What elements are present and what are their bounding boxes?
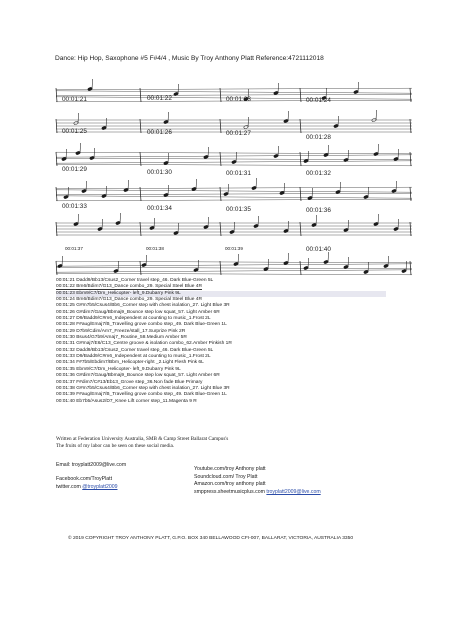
staff-line: [56, 273, 412, 275]
cue-line: 00:01:31 G#maj7/E6/C13_Centre groove & isolation combo_62.Amber Pinkish 1R: [56, 341, 232, 347]
note-stem: [348, 220, 349, 230]
note-stem: [92, 79, 93, 89]
note-head: [273, 154, 278, 158]
social-links-left: [56, 476, 118, 491]
note-stem: [168, 153, 169, 163]
cue-line: 00:01:37 F#dim7/C#13/Eb13_Grove step_36.Non fade Blue Primary: [56, 379, 203, 385]
note-stem: [236, 152, 237, 162]
note-stem: [398, 219, 399, 229]
note-head: [73, 222, 78, 226]
timestamp-label: 00:01:37: [65, 246, 83, 251]
timestamp-label: 00:01:22: [147, 95, 172, 102]
note-head: [115, 221, 120, 225]
note-head: [393, 157, 398, 161]
note-head: [191, 187, 196, 191]
note-head: [373, 152, 378, 156]
note-stem: [106, 118, 107, 128]
note-stem: [118, 261, 119, 271]
cue-line: 00:01:26 G#dim7/Gaug/Bbmaj9_Bounce step low squat_57. Light Amber 6R: [56, 309, 220, 315]
timestamp-label: 00:01:32: [306, 170, 331, 177]
note-stem: [338, 116, 339, 126]
cue-line: 00:01:30 Bsus4/G7b9/Amaj7_Routine_58.Medium Amber 5R: [56, 335, 187, 341]
cue-line: 00:01:36 G#dim7/Gaug/Bbmaj9_Bounce step low squat_57. Light Amber 6R: [56, 373, 220, 379]
note-stem: [228, 184, 229, 194]
note-head: [263, 267, 268, 271]
note-head: [231, 160, 236, 164]
cue-list: [56, 278, 386, 405]
note-stem: [316, 215, 317, 225]
note-head: [391, 189, 396, 193]
note-stem: [278, 146, 279, 156]
staff-line: [56, 164, 412, 166]
timestamp-label: 00:01:33: [62, 203, 87, 210]
bar-line: [56, 119, 57, 133]
note-stem: [258, 216, 259, 226]
note-head: [97, 227, 102, 231]
bar-line: [410, 222, 411, 236]
cue-line: 00:01:27 D9/Badd9/C#m6_Independent at counting to music_1.Frost 2L: [56, 316, 211, 322]
staff-line: [56, 196, 412, 198]
note-stem: [94, 148, 95, 158]
note-head: [333, 124, 338, 128]
staff-line: [56, 187, 412, 189]
staff-line: [56, 270, 412, 272]
timestamp-label: 00:01:26: [147, 129, 172, 136]
bar-line: [140, 152, 141, 166]
note-stem: [68, 187, 69, 197]
note-stem: [234, 222, 235, 232]
staff-line: [56, 91, 412, 93]
staff-line: [56, 152, 412, 154]
note-stem: [178, 223, 179, 233]
note-stem: [196, 179, 197, 189]
bar-line: [410, 187, 411, 201]
social-links-right: [194, 466, 321, 496]
note-head: [223, 192, 228, 196]
written-at-line: Written at Federation University Australia, SMB & Camp Street Ballarat Campus's: [56, 436, 229, 442]
note-stem: [312, 188, 313, 198]
note-stem: [268, 259, 269, 269]
bar-line: [56, 152, 57, 166]
note-stem: [348, 150, 349, 160]
note-head: [203, 155, 208, 159]
note-stem: [396, 181, 397, 191]
note-stem: [86, 181, 87, 191]
cue-line: 00:01:32 Dadd9/Bb13/Csus2_Corner travel step_46. Dark Blue-Green 5L: [56, 347, 214, 353]
timestamp-label: 00:01:40: [306, 246, 331, 253]
bar-line: [56, 88, 57, 102]
bar-line: [300, 261, 301, 275]
note-stem: [388, 256, 389, 266]
note-stem: [378, 214, 379, 224]
cue-line: 00:01:33 D9/Badd9/C#m6_Independent at counting to music_1.Frost 2L: [56, 354, 211, 360]
music-staff-row-4: [56, 182, 412, 206]
note-head: [401, 269, 406, 273]
written-at-note: [56, 436, 386, 450]
note-head: [63, 195, 68, 199]
bar-line: [300, 187, 301, 201]
bar-line: [300, 222, 301, 236]
note-stem: [368, 262, 369, 272]
note-stem: [102, 219, 103, 229]
note-stem: [66, 149, 67, 159]
note-head: [163, 120, 168, 124]
note-head: [75, 151, 80, 155]
note-head: [87, 87, 92, 91]
note-head: [253, 224, 258, 228]
note-stem: [288, 221, 289, 231]
bar-line: [56, 261, 57, 275]
timestamp-label: 00:01:23: [226, 96, 251, 103]
email-line: Email: troyplatt2009@live.com: [56, 462, 127, 468]
bar-line: [220, 119, 221, 133]
bar-line: [220, 222, 221, 236]
note-head: [279, 191, 284, 195]
note-stem: [308, 258, 309, 268]
soundcloud-link[interactable]: Soundcloud.com/ Troy Platt: [194, 473, 258, 480]
timestamp-label: 00:01:39: [225, 246, 243, 251]
note-head: [383, 264, 388, 268]
cue-line-text: 00:01:22 Bm6/Bdim7/G13_Dance combo_29. Special Steel Blue 4R: [56, 284, 202, 290]
note-head: [101, 126, 106, 130]
staff-line: [56, 261, 412, 263]
cue-line: 00:01:40 Eb7b5/Asus2/D7_Knee Lift corner step_11.Magenta 9 R: [56, 398, 197, 404]
note-stem: [340, 182, 341, 192]
timestamp-label: 00:01:30: [147, 169, 172, 176]
note-head: [141, 263, 146, 267]
bar-line: [300, 152, 301, 166]
note-head: [303, 159, 308, 163]
twitter-prefix: twitter.com: [56, 483, 83, 490]
note-stem: [168, 185, 169, 195]
bar-line: [56, 187, 57, 201]
note-stem: [358, 82, 359, 92]
timestamp-label: 00:01:28: [306, 134, 331, 141]
cue-line: 00:01:38 G#m7b5/Csus4/Bb6_Corner step with chest isolation_27. Light Blue 3R: [56, 385, 230, 391]
note-head: [61, 157, 66, 161]
staff-svg: [56, 182, 412, 206]
timestamp-label: 00:01:36: [306, 207, 331, 214]
fruits-line: The fruits of my labor can be seen on these social media.: [56, 443, 175, 449]
note-head: [251, 186, 256, 190]
note-stem: [248, 117, 249, 127]
staff-svg: [56, 217, 412, 241]
bar-line: [140, 261, 141, 275]
bar-line: [140, 119, 141, 133]
note-stem: [154, 218, 155, 228]
bar-line: [300, 88, 301, 102]
timestamp-label: 00:01:35: [226, 206, 251, 213]
staff-line: [56, 190, 412, 192]
music-staff-row-1: [56, 83, 412, 107]
note-stem: [406, 261, 407, 271]
timestamp-label: 00:01:24: [306, 97, 331, 104]
note-stem: [168, 112, 169, 122]
note-stem: [78, 214, 79, 224]
timestamp-label: 00:01:38: [146, 246, 164, 251]
bar-line: [220, 261, 221, 275]
staff-svg: [56, 256, 412, 280]
bar-line: [410, 88, 411, 102]
note-head: [373, 222, 378, 226]
note-head: [203, 225, 208, 229]
note-stem: [288, 253, 289, 263]
staff-line: [56, 155, 412, 157]
cue-line: 00:01:34 F#7b5/Ebdim7/Bbm_Helicopter-right _2.Light Flesh Pink 6L: [56, 360, 204, 366]
note-head: [243, 125, 248, 129]
note-stem: [198, 260, 199, 270]
cue-line: 00:01:29 D7b9/Cdim/Am7_Freeze/stall_17.Surprize Pink 2R: [56, 328, 186, 334]
music-staff-row-5: [56, 217, 412, 241]
staff-line: [56, 158, 412, 160]
note-head: [273, 91, 278, 95]
bar-line: [140, 187, 141, 201]
youtube-link[interactable]: Youtube.com/troy Anthony platt: [194, 466, 266, 472]
bar-line: [56, 222, 57, 236]
note-stem: [80, 143, 81, 153]
note-head: [233, 262, 238, 266]
page-title: Dance: Hip Hop, Saxophone #5 F#4/4 , Music By Troy Anthony Platt Reference:4721112018: [55, 55, 324, 62]
note-head: [353, 90, 358, 94]
music-staff-row-3: [56, 147, 412, 171]
note-stem: [376, 110, 377, 120]
smppress-prefix: smppress.sheetmusicplus.com: [194, 488, 267, 495]
note-head: [81, 189, 86, 193]
smppress-line: [194, 489, 321, 497]
note-stem: [120, 213, 121, 223]
cue-line: 00:01:25 G#m7b5/Csus4/Bb6_Corner step with chest isolation_27. Light Blue 3R: [56, 303, 230, 309]
bar-line: [220, 152, 221, 166]
note-stem: [328, 252, 329, 262]
note-head: [173, 231, 178, 235]
timestamp-label: 00:01:31: [226, 170, 251, 177]
bar-line: [140, 88, 141, 102]
note-head: [163, 161, 168, 165]
copyright-notice: © 2019 COPYRIGHT TROY ANTHONY PLATT, G.P.O. BOX 340 BELLAWOOD CFI-007, BALLARAT, VICTORIA, AUSTRALIA 3350: [68, 536, 354, 541]
staff-line: [56, 267, 412, 269]
cue-line: 00:01:28 F#aug/Emaj7/B_Travelling grove combo step_49. Dark Blue-Green 1L: [56, 322, 227, 328]
note-head: [323, 260, 328, 264]
note-stem: [288, 111, 289, 121]
music-staff-row-6: [56, 256, 412, 280]
bar-line: [220, 187, 221, 201]
note-stem: [62, 256, 63, 266]
note-head: [149, 226, 154, 230]
note-head: [393, 227, 398, 231]
cue-line: 00:01:23 Ebm9/C7/Dm_Helicopter- left_9.Dubarry Pink 9L: [56, 291, 386, 297]
note-head: [229, 230, 234, 234]
smppress-email-link[interactable]: troyplatt2009@live.com: [266, 488, 321, 495]
note-head: [363, 270, 368, 274]
cue-line: 00:01:39 F#aug/Emaj7/B_Travelling grove combo step_49. Dark Blue-Green 1L: [56, 392, 227, 398]
note-head: [283, 229, 288, 233]
staff-line: [56, 88, 412, 90]
bar-line: [300, 119, 301, 133]
note-stem: [256, 178, 257, 188]
staff-svg: [56, 83, 412, 107]
note-head: [343, 228, 348, 232]
note-head: [363, 195, 368, 199]
note-stem: [348, 257, 349, 267]
note-stem: [146, 255, 147, 265]
bar-line: [220, 88, 221, 102]
timestamp-label: 00:01:29: [62, 166, 87, 173]
note-head: [311, 223, 316, 227]
note-stem: [368, 187, 369, 197]
note-stem: [278, 83, 279, 93]
note-stem: [178, 84, 179, 94]
cue-line: 00:01:24 Bm6/Bdim7/G13_Dance combo_29. Special Steel Blue 4R: [56, 297, 202, 303]
twitter-line: [56, 484, 118, 492]
timestamp-label: 00:01:25: [62, 128, 87, 135]
timestamp-label: 00:01:27: [226, 130, 251, 137]
note-stem: [398, 149, 399, 159]
staff-svg: [56, 147, 412, 171]
note-head: [113, 269, 118, 273]
note-stem: [208, 147, 209, 157]
timestamp-label: 00:01:34: [147, 205, 172, 212]
note-stem: [238, 254, 239, 264]
bar-line: [410, 261, 411, 275]
twitter-link[interactable]: @troyplatt2009: [82, 483, 118, 490]
staff-line: [56, 199, 412, 201]
note-stem: [78, 113, 79, 123]
note-stem: [378, 144, 379, 154]
note-head: [303, 266, 308, 270]
staff-line: [56, 193, 412, 195]
cue-line: 00:01:35 Ebm9/C7/Dm_Helicopter- left_9.Dubarry Pink 9L: [56, 366, 181, 372]
note-stem: [208, 217, 209, 227]
note-head: [283, 119, 288, 123]
bar-line: [410, 119, 411, 133]
amazon-link[interactable]: Amazon.com/troy anthony platt: [194, 481, 266, 488]
note-head: [89, 156, 94, 160]
bar-line: [410, 152, 411, 166]
cue-line: 00:01:21 Dadd9/Bb13/Csus2_Corner travel step_46. Dark Blue-Green 5L: [56, 278, 214, 283]
timestamp-label: 00:01:21: [62, 96, 87, 103]
bar-line: [140, 222, 141, 236]
facebook-link[interactable]: Facebook.com/TroyPlatt: [56, 476, 113, 482]
